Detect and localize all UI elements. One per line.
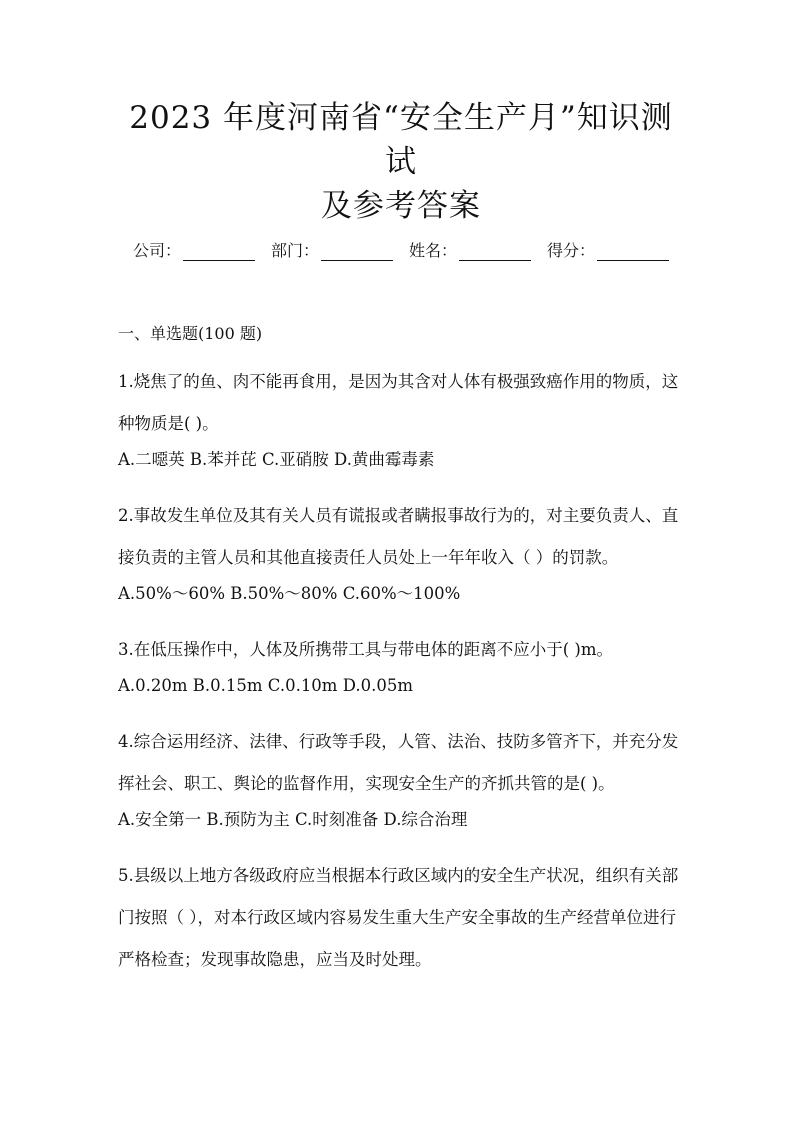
question-text: 3.在低压操作中，人体及所携带工具与带电体的距离不应小于( )m。 xyxy=(118,640,614,659)
document-title xyxy=(118,96,684,228)
name-label: 姓名： xyxy=(409,241,458,260)
question-options: A.50%～60% B.50%～80% C.60%～100% xyxy=(118,584,461,603)
name-blank xyxy=(459,246,531,261)
department-blank xyxy=(321,246,393,261)
title-line-1: 2023 年度河南省“安全生产月”知识测试 xyxy=(129,100,673,180)
question-text: 1.烧焦了的鱼、肉不能再食用，是因为其含对人体有极强致癌作用的物质，这种物质是( )。 xyxy=(118,372,679,433)
name-field xyxy=(409,238,531,261)
question-4 xyxy=(118,721,684,833)
question-options: A.二噁英 B.苯并芘 C.亚硝胺 D.黄曲霉毒素 xyxy=(118,450,435,469)
question-text: 2.事故发生单位及其有关人员有谎报或者瞒报事故行为的，对主要负责人、直接负责的主管人员和其他直接责任人员处上一年年收入（ ）的罚款。 xyxy=(118,506,679,567)
question-options: A.0.20m B.0.15m C.0.10m D.0.05m xyxy=(118,676,413,695)
question-2 xyxy=(118,495,684,607)
question-5 xyxy=(118,855,684,981)
question-text: 4.综合运用经济、法律、行政等手段，人管、法治、技防多管齐下，并充分发挥社会、职工、舆论的监督作用，实现安全生产的齐抓共管的是( )。 xyxy=(118,732,679,793)
score-field xyxy=(547,238,669,261)
department-label: 部门： xyxy=(270,241,319,260)
info-line xyxy=(118,238,684,261)
question-options: A.安全第一 B.预防为主 C.时刻准备 D.综合治理 xyxy=(118,810,468,829)
score-label: 得分： xyxy=(547,241,596,260)
department-field xyxy=(271,238,393,261)
company-blank xyxy=(183,246,255,261)
title-line-2: 及参考答案 xyxy=(321,188,481,224)
company-label: 公司： xyxy=(132,241,181,260)
question-text: 5.县级以上地方各级政府应当根据本行政区域内的安全生产状况，组织有关部门按照（ ），对本行政区域内容易发生重大生产安全事故的生产经营单位进行严格检查；发现事故隐患，应当及时处理。 xyxy=(118,866,679,969)
question-3 xyxy=(118,629,684,699)
score-blank xyxy=(597,246,669,261)
question-1 xyxy=(118,361,684,473)
company-field xyxy=(133,238,255,261)
section-title: 一、单选题(100 题) xyxy=(118,324,263,343)
